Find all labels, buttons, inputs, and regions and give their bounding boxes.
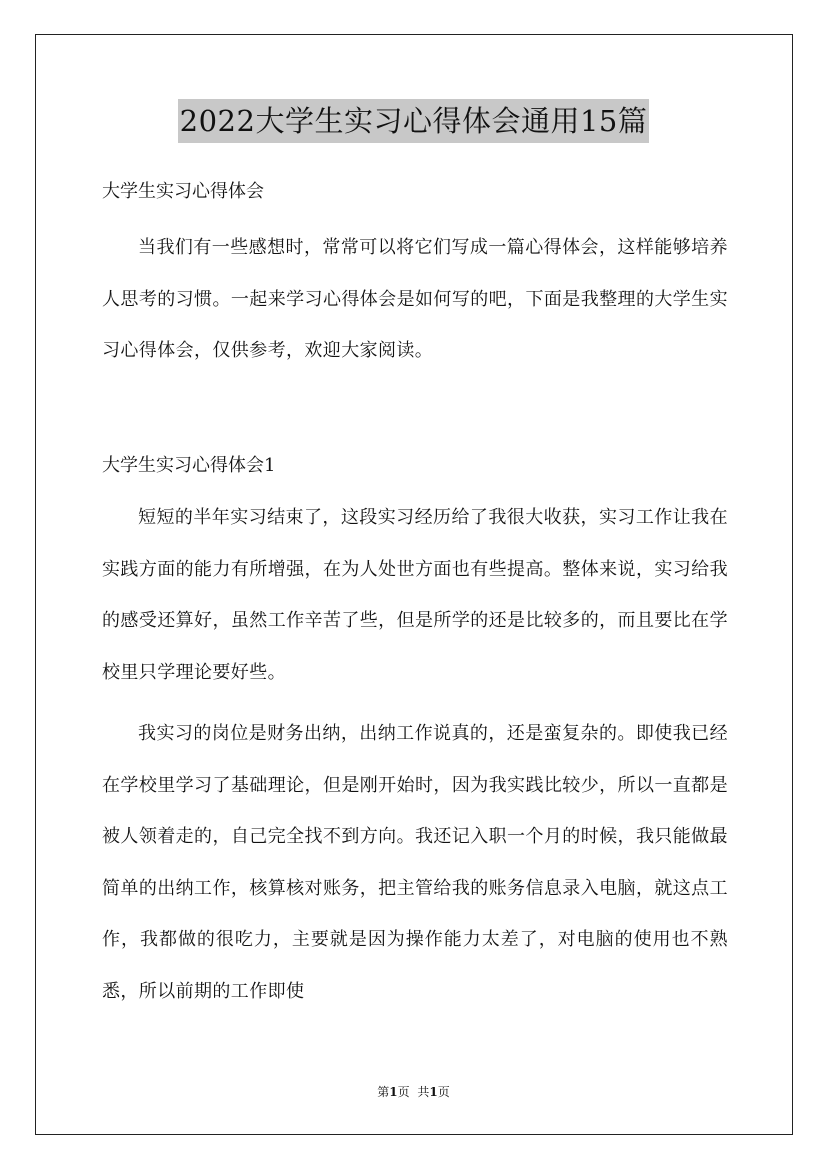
intro-heading: 大学生实习心得体会 (102, 181, 264, 202)
document-title: 2022大学生实习心得体会通用15篇 (178, 99, 650, 143)
footer-page-number: 1 (389, 1085, 398, 1099)
body-paragraph-1: 短短的半年实习结束了，这段实习经历给了我很大收获，实习工作让我在实践方面的能力有所增强，在为人处世方面也有些提高。整体来说，实习给我的感受还算好，虽然工作辛苦了些，但是所学的还是比较多的，而且要比在学校里只学理论要好些。 (102, 507, 728, 683)
section-heading: 大学生实习心得体会1 (102, 455, 276, 476)
title-container (0, 99, 827, 143)
footer-total-number: 1 (429, 1085, 438, 1099)
intro-paragraph: 当我们有一些感想时，常常可以将它们写成一篇心得体会，这样能够培养人思考的习惯。一起来学习心得体会是如何写的吧，下面是我整理的大学生实习心得体会，仅供参考，欢迎大家阅读。 (102, 237, 728, 361)
footer-page-suffix: 页 (397, 1085, 410, 1099)
footer-total-suffix: 页 (437, 1085, 450, 1099)
footer-total-prefix: 共 (417, 1085, 430, 1099)
footer-page-prefix: 第 (377, 1085, 390, 1099)
body-paragraph-2: 我实习的岗位是财务出纳，出纳工作说真的，还是蛮复杂的。即使我已经在学校里学习了基础理论，但是刚开始时，因为我实践比较少，所以一直都是被人领着走的，自己完全找不到方向。我还记入职一个月的时候，我只能做最简单的出纳工作，核算核对账务，把主管给我的账务信息录入电脑，就这点工作，我都做的很吃力，主要就是因为操作能力太差了，对电脑的使用也不熟悉，所以前期的工作即使 (102, 723, 728, 1002)
page-footer (0, 1084, 827, 1100)
